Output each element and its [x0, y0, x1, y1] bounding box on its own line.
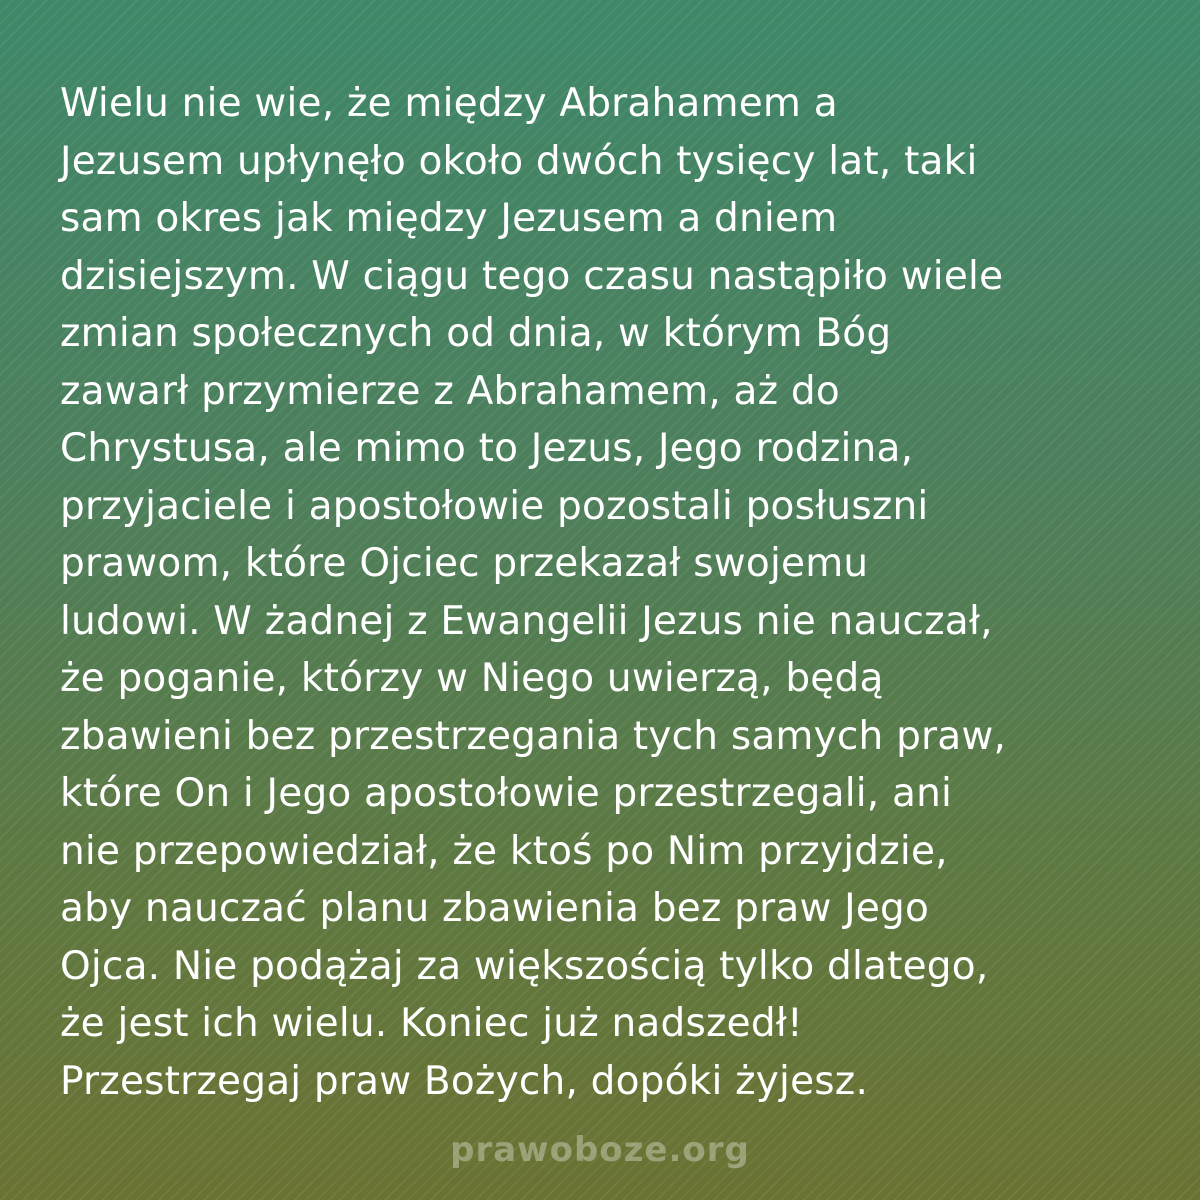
quote-text: Wielu nie wie, że między Abrahamem a Jezusem upłynęło około dwóch tysięcy lat, taki sam okres jak między Jezusem a dniem dzisiejszym. W ciągu tego czasu nastąpiło wiele zmian społecznych od dnia, w którym Bóg zawarł przymierze z Abrahamem, aż do Chrystusa, ale mimo to Jezus, Jego rodzina, przyjaciele i apostołowie pozostali posłuszni prawom, które Ojciec przekazał swojemu ludowi. W żadnej z Ewangelii Jezus nie nauczał, że poganie, którzy w Niego uwierzą, będą zbawieni bez przestrzegania tych samych praw, które On i Jego apostołowie przestrzegali, ani nie przepowiedział, że ktoś po Nim przyjdzie, aby nauczać planu zbawienia bez praw Jego Ojca. Nie podążaj za większością tylko dlatego, że jest ich wielu. Koniec już nadszedł! Przestrzegaj praw Bożych, dopóki żyjesz. — [60, 81, 1007, 1104]
watermark-url: prawoboze.org — [450, 1130, 750, 1170]
